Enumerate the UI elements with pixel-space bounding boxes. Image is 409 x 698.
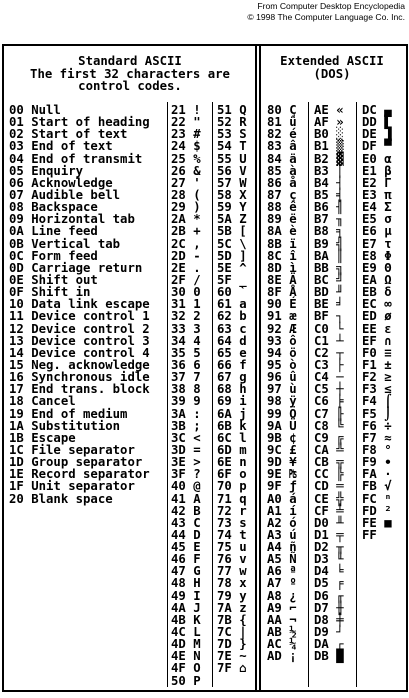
code-entry: 4B K <box>171 612 201 627</box>
code-entry: EA Ω <box>362 272 392 287</box>
code-entry: DE ▐ <box>362 127 392 142</box>
code-entry: B9 ╣ <box>314 236 344 251</box>
code-entry: E6 µ <box>362 224 392 239</box>
code-entry: 9F ƒ <box>267 479 297 494</box>
code-entry: AC ¼ <box>267 637 297 652</box>
code-entry: B5 ╡ <box>314 187 344 202</box>
code-entry: 10 Data link escape <box>9 297 150 312</box>
code-entry: 14 Device control 4 <box>9 345 150 360</box>
code-entry: 7B { <box>217 612 247 627</box>
code-entry: 22 " <box>171 115 201 130</box>
code-entry: 72 r <box>217 503 247 518</box>
code-entry: CC ╠ <box>314 467 344 482</box>
code-entry: FF <box>362 527 377 542</box>
code-entry: 0D Carriage return <box>9 260 143 275</box>
code-entry: BB ╗ <box>314 260 344 275</box>
code-entry: 6A j <box>217 406 247 421</box>
code-entry: 40 @ <box>171 479 201 494</box>
code-entry: D0 ╨ <box>314 515 344 530</box>
code-entry: 8E Ä <box>267 272 297 287</box>
code-entry: 24 $ <box>171 139 201 154</box>
code-entry: 3B ; <box>171 418 201 433</box>
code-entry: 76 v <box>217 552 247 567</box>
code-entry: 02 Start of text <box>9 127 128 142</box>
code-entry: 12 Device control 2 <box>9 321 150 336</box>
code-entry: 69 i <box>217 394 247 409</box>
code-entry: E5 σ <box>362 212 392 227</box>
extended-ascii-column-3 <box>362 104 392 541</box>
code-entry: 3A : <box>171 406 201 421</box>
code-entry: DC ▄ <box>362 103 392 117</box>
code-entry: 65 e <box>217 345 247 360</box>
code-entry: F5 ⌡ <box>362 406 392 421</box>
code-entry: 4C L <box>171 625 201 640</box>
column-separator <box>212 102 213 687</box>
code-entry: A3 ú <box>267 527 297 542</box>
table-divider-right <box>259 44 261 692</box>
code-entry: 73 s <box>217 515 247 530</box>
code-entry: 57 W <box>217 175 247 190</box>
code-entry: B3 │ <box>314 163 344 178</box>
code-entry: 1A Substitution <box>9 418 121 433</box>
code-entry: 28 ( <box>171 187 201 202</box>
code-entry: 83 â <box>267 139 297 154</box>
code-entry: 89 ë <box>267 212 297 227</box>
code-entry: B1 ▒ <box>314 139 344 154</box>
code-entry: CE ╬ <box>314 491 344 506</box>
code-entry: D1 ╤ <box>314 527 344 542</box>
code-entry: AF » <box>314 115 344 130</box>
code-entry: 11 Device control 1 <box>9 309 150 324</box>
code-entry: F6 ÷ <box>362 418 392 433</box>
code-entry: C1 ┴ <box>314 333 344 348</box>
code-entry: E0 α <box>362 151 392 166</box>
code-entry: 5B [ <box>217 224 247 239</box>
code-entry: 98 ÿ <box>267 394 297 409</box>
code-entry: B8 ╕ <box>314 224 344 239</box>
code-entry: 46 F <box>171 552 201 567</box>
code-entry: 82 é <box>267 127 297 142</box>
code-entry: D4 ╘ <box>314 564 344 579</box>
code-entry: 91 æ <box>267 309 297 324</box>
code-entry: C4 ─ <box>314 370 344 385</box>
code-entry: CA ╩ <box>314 442 344 457</box>
code-entry: EE ε <box>362 321 392 336</box>
code-entry: 1C File separator <box>9 442 135 457</box>
table-divider-left <box>255 44 257 692</box>
code-entry: 26 & <box>171 163 201 178</box>
code-entry: FA · <box>362 467 392 482</box>
code-entry: 03 End of text <box>9 139 113 154</box>
code-entry: 95 ò <box>267 357 297 372</box>
code-entry: BF ┐ <box>314 309 344 324</box>
code-entry: C3 ├ <box>314 357 344 372</box>
code-entry: 88 ê <box>267 200 297 215</box>
code-entry: ED ø <box>362 309 392 324</box>
code-entry: AA ¬ <box>267 612 297 627</box>
code-entry: C9 ╔ <box>314 430 344 445</box>
code-entry: 5F _ <box>217 272 247 287</box>
code-entry: 13 Device control 3 <box>9 333 150 348</box>
code-entry: AE « <box>314 103 344 117</box>
code-entry: 29 ) <box>171 200 201 215</box>
code-entry: 6B k <box>217 418 247 433</box>
code-entry: DA ┌ <box>314 637 344 652</box>
code-entry: 51 Q <box>217 103 247 117</box>
code-entry: 60 ` <box>217 285 247 300</box>
code-entry: AD ¡ <box>267 649 297 664</box>
code-entry: EC ∞ <box>362 297 392 312</box>
code-entry: 8B ï <box>267 236 297 251</box>
code-entry: DB █ <box>314 649 344 664</box>
code-entry: 16 Synchronous idle <box>9 370 150 385</box>
code-entry: A1 í <box>267 503 297 518</box>
code-entry: 75 u <box>217 540 247 555</box>
code-entry: D9 ┘ <box>314 625 344 640</box>
code-entry: A8 ¿ <box>267 588 297 603</box>
code-entry: 7E ~ <box>217 649 247 664</box>
code-entry: 39 9 <box>171 394 201 409</box>
code-entry: 8C î <box>267 248 297 263</box>
code-entry: 52 R <box>217 115 247 130</box>
code-entry: 61 a <box>217 297 247 312</box>
code-entry: 93 ô <box>267 333 297 348</box>
code-entry: CB ╦ <box>314 455 344 470</box>
code-entry: C2 ┬ <box>314 345 344 360</box>
code-entry: 5C \ <box>217 236 247 251</box>
code-entry: 9D ¥ <box>267 455 297 470</box>
code-entry: 25 % <box>171 151 201 166</box>
code-entry: D7 ╫ <box>314 600 344 615</box>
code-entry: 2E . <box>171 260 201 275</box>
code-entry: D8 ╪ <box>314 612 344 627</box>
code-entry: 54 T <box>217 139 247 154</box>
code-entry: 05 Enquiry <box>9 163 84 178</box>
code-entry: 67 g <box>217 370 247 385</box>
code-entry: 27 ' <box>171 175 201 190</box>
code-entry: 2C , <box>171 236 201 251</box>
code-entry: F3 ≤ <box>362 382 392 397</box>
code-entry: 36 6 <box>171 357 201 372</box>
code-entry: 90 É <box>267 297 297 312</box>
control-codes-column <box>9 104 150 505</box>
code-entry: 6F o <box>217 467 247 482</box>
standard-ascii-column-3 <box>217 104 247 675</box>
code-entry: B7 ╖ <box>314 212 344 227</box>
code-entry: 01 Start of heading <box>9 115 150 130</box>
code-entry: 99 Ö <box>267 406 297 421</box>
code-entry: 84 ä <box>267 151 297 166</box>
code-entry: 3D = <box>171 442 201 457</box>
code-entry: 59 Y <box>217 200 247 215</box>
code-entry: D3 ╙ <box>314 552 344 567</box>
code-entry: 38 8 <box>171 382 201 397</box>
code-entry: DD ▌ <box>362 115 392 130</box>
code-entry: E9 Θ <box>362 260 392 275</box>
code-entry: 7C | <box>217 625 247 640</box>
code-entry: 66 f <box>217 357 247 372</box>
code-entry: 5E ^ <box>217 260 247 275</box>
code-entry: 30 0 <box>171 285 201 300</box>
code-entry: 3C < <box>171 430 201 445</box>
credit-line-2: © 1998 The Computer Language Co. Inc. <box>247 12 405 22</box>
code-entry: 31 1 <box>171 297 201 312</box>
code-entry: 7D } <box>217 637 247 652</box>
code-entry: BA ║ <box>314 248 344 263</box>
code-entry: 21 ! <box>171 103 201 117</box>
code-entry: CF ╧ <box>314 503 344 518</box>
code-entry: 0C Form feed <box>9 248 98 263</box>
code-entry: 3F ? <box>171 467 201 482</box>
code-entry: 2B + <box>171 224 201 239</box>
code-entry: F2 ≥ <box>362 370 392 385</box>
code-entry: DF ▀ <box>362 139 392 154</box>
code-entry: 5D ] <box>217 248 247 263</box>
code-entry: A9 ⌐ <box>267 600 297 615</box>
code-entry: B2 ▓ <box>314 151 344 166</box>
code-entry: F1 ± <box>362 357 392 372</box>
code-entry: 47 G <box>171 564 201 579</box>
code-entry: 33 3 <box>171 321 201 336</box>
code-entry: C0 └ <box>314 321 344 336</box>
code-entry: 9B ¢ <box>267 430 297 445</box>
code-entry: 2D - <box>171 248 201 263</box>
code-entry: 34 4 <box>171 333 201 348</box>
code-entry: 8D ì <box>267 260 297 275</box>
code-entry: 8F Å <box>267 285 297 300</box>
code-entry: 97 ù <box>267 382 297 397</box>
code-entry: BC ╝ <box>314 272 344 287</box>
code-entry: 2A * <box>171 212 201 227</box>
code-entry: FE ■ <box>362 515 392 530</box>
code-entry: A7 º <box>267 576 297 591</box>
extended-ascii-column-2 <box>314 104 344 662</box>
code-entry: 6D m <box>217 442 247 457</box>
column-separator <box>356 102 357 687</box>
code-entry: 9C £ <box>267 442 297 457</box>
code-entry: 2F / <box>171 272 201 287</box>
code-entry: FC ⁿ <box>362 491 392 506</box>
code-entry: 5A Z <box>217 212 247 227</box>
code-entry: F9 ∙ <box>362 455 392 470</box>
code-entry: F7 ≈ <box>362 430 392 445</box>
code-entry: C6 ╞ <box>314 394 344 409</box>
code-entry: 04 End of transmit <box>9 151 143 166</box>
code-entry: 23 # <box>171 127 201 142</box>
code-entry: B4 ┤ <box>314 175 344 190</box>
code-entry: 80 Ç <box>267 103 297 117</box>
code-entry: C7 ╟ <box>314 406 344 421</box>
code-entry: C5 ┼ <box>314 382 344 397</box>
code-entry: 4E N <box>171 649 201 664</box>
code-entry: A4 ñ <box>267 540 297 555</box>
code-entry: D6 ╓ <box>314 588 344 603</box>
code-entry: 7F ⌂ <box>217 661 247 676</box>
code-entry: 1F Unit separator <box>9 479 135 494</box>
code-entry: BE ╛ <box>314 297 344 312</box>
code-entry: A0 á <box>267 491 297 506</box>
code-entry: F4 ⌠ <box>362 394 392 409</box>
code-entry: 06 Acknowledge <box>9 175 113 190</box>
code-entry: 00 Null <box>9 103 61 117</box>
code-entry: 18 Cancel <box>9 394 76 409</box>
code-entry: 7A z <box>217 600 247 615</box>
code-entry: 87 ç <box>267 187 297 202</box>
code-entry: FD ² <box>362 503 392 518</box>
code-entry: E3 π <box>362 187 392 202</box>
code-entry: 78 x <box>217 576 247 591</box>
code-entry: BD ╜ <box>314 285 344 300</box>
code-entry: 6C l <box>217 430 247 445</box>
code-entry: 09 Horizontal tab <box>9 212 135 227</box>
code-entry: 77 w <box>217 564 247 579</box>
code-entry: 71 q <box>217 491 247 506</box>
code-entry: 6E n <box>217 455 247 470</box>
code-entry: FB √ <box>362 479 392 494</box>
code-entry: 42 B <box>171 503 201 518</box>
code-entry: 49 I <box>171 588 201 603</box>
code-entry: AB ½ <box>267 625 297 640</box>
code-entry: 07 Audible bell <box>9 187 121 202</box>
code-entry: 9E ₧ <box>267 467 297 482</box>
code-entry: 45 E <box>171 540 201 555</box>
code-entry: 68 h <box>217 382 247 397</box>
code-entry: C8 ╚ <box>314 418 344 433</box>
code-entry: 64 d <box>217 333 247 348</box>
code-entry: 8A è <box>267 224 297 239</box>
code-entry: E4 Σ <box>362 200 392 215</box>
code-entry: 1B Escape <box>9 430 76 445</box>
code-entry: CD ═ <box>314 479 344 494</box>
code-entry: 48 H <box>171 576 201 591</box>
code-entry: EF ∩ <box>362 333 392 348</box>
code-entry: 92 Æ <box>267 321 297 336</box>
code-entry: 43 C <box>171 515 201 530</box>
code-entry: 96 û <box>267 370 297 385</box>
code-entry: 53 S <box>217 127 247 142</box>
code-entry: E7 τ <box>362 236 392 251</box>
code-entry: EB δ <box>362 285 392 300</box>
code-entry: 55 U <box>217 151 247 166</box>
code-entry: D2 ╥ <box>314 540 344 555</box>
standard-ascii-header: Standard ASCII The first 32 characters are control codes. <box>30 54 230 94</box>
code-entry: 9A Ü <box>267 418 297 433</box>
code-entry: A5 Ñ <box>267 552 297 567</box>
code-entry: 0E Shift out <box>9 272 98 287</box>
column-separator <box>308 102 309 687</box>
code-entry: 35 5 <box>171 345 201 360</box>
code-entry: 3E > <box>171 455 201 470</box>
code-entry: E1 β <box>362 163 392 178</box>
column-separator <box>167 102 168 687</box>
code-entry: 0A Line feed <box>9 224 98 239</box>
code-entry: 50 P <box>171 673 201 688</box>
code-entry: 4D M <box>171 637 201 652</box>
code-entry: 1E Record separator <box>9 467 150 482</box>
code-entry: 15 Neg. acknowledge <box>9 357 150 372</box>
code-entry: B0 ░ <box>314 127 344 142</box>
code-entry: 19 End of medium <box>9 406 128 421</box>
extended-ascii-column-1 <box>267 104 297 662</box>
code-entry: 58 X <box>217 187 247 202</box>
code-entry: D5 ╒ <box>314 576 344 591</box>
code-entry: 79 y <box>217 588 247 603</box>
code-entry: 44 D <box>171 527 201 542</box>
code-entry: A6 ª <box>267 564 297 579</box>
code-entry: 74 t <box>217 527 247 542</box>
code-entry: E2 Γ <box>362 175 392 190</box>
code-entry: E8 Φ <box>362 248 392 263</box>
code-entry: 63 c <box>217 321 247 336</box>
code-entry: A2 ó <box>267 515 297 530</box>
code-entry: 0B Vertical tab <box>9 236 121 251</box>
standard-ascii-column-2 <box>171 104 201 687</box>
code-entry: 4A J <box>171 600 201 615</box>
code-entry: F0 ≡ <box>362 345 392 360</box>
code-entry: 4F O <box>171 661 201 676</box>
code-entry: 85 à <box>267 163 297 178</box>
code-entry: 32 2 <box>171 309 201 324</box>
extended-ascii-header: Extended ASCII (DOS) <box>280 54 384 81</box>
code-entry: 62 b <box>217 309 247 324</box>
code-entry: 0F Shift in <box>9 285 91 300</box>
code-entry: 17 End trans. block <box>9 382 150 397</box>
credit-line-1: From Computer Desktop Encyclopedia <box>257 1 405 11</box>
code-entry: F8 ° <box>362 442 392 457</box>
code-entry: 08 Backspace <box>9 200 98 215</box>
code-entry: 1D Group separator <box>9 455 143 470</box>
code-entry: 20 Blank space <box>9 491 113 506</box>
code-entry: 37 7 <box>171 370 201 385</box>
code-entry: 56 V <box>217 163 247 178</box>
code-entry: 94 ö <box>267 345 297 360</box>
code-entry: 41 A <box>171 491 201 506</box>
code-entry: 81 ü <box>267 115 297 130</box>
code-entry: B6 ╢ <box>314 200 344 215</box>
code-entry: 70 p <box>217 479 247 494</box>
code-entry: 86 å <box>267 175 297 190</box>
